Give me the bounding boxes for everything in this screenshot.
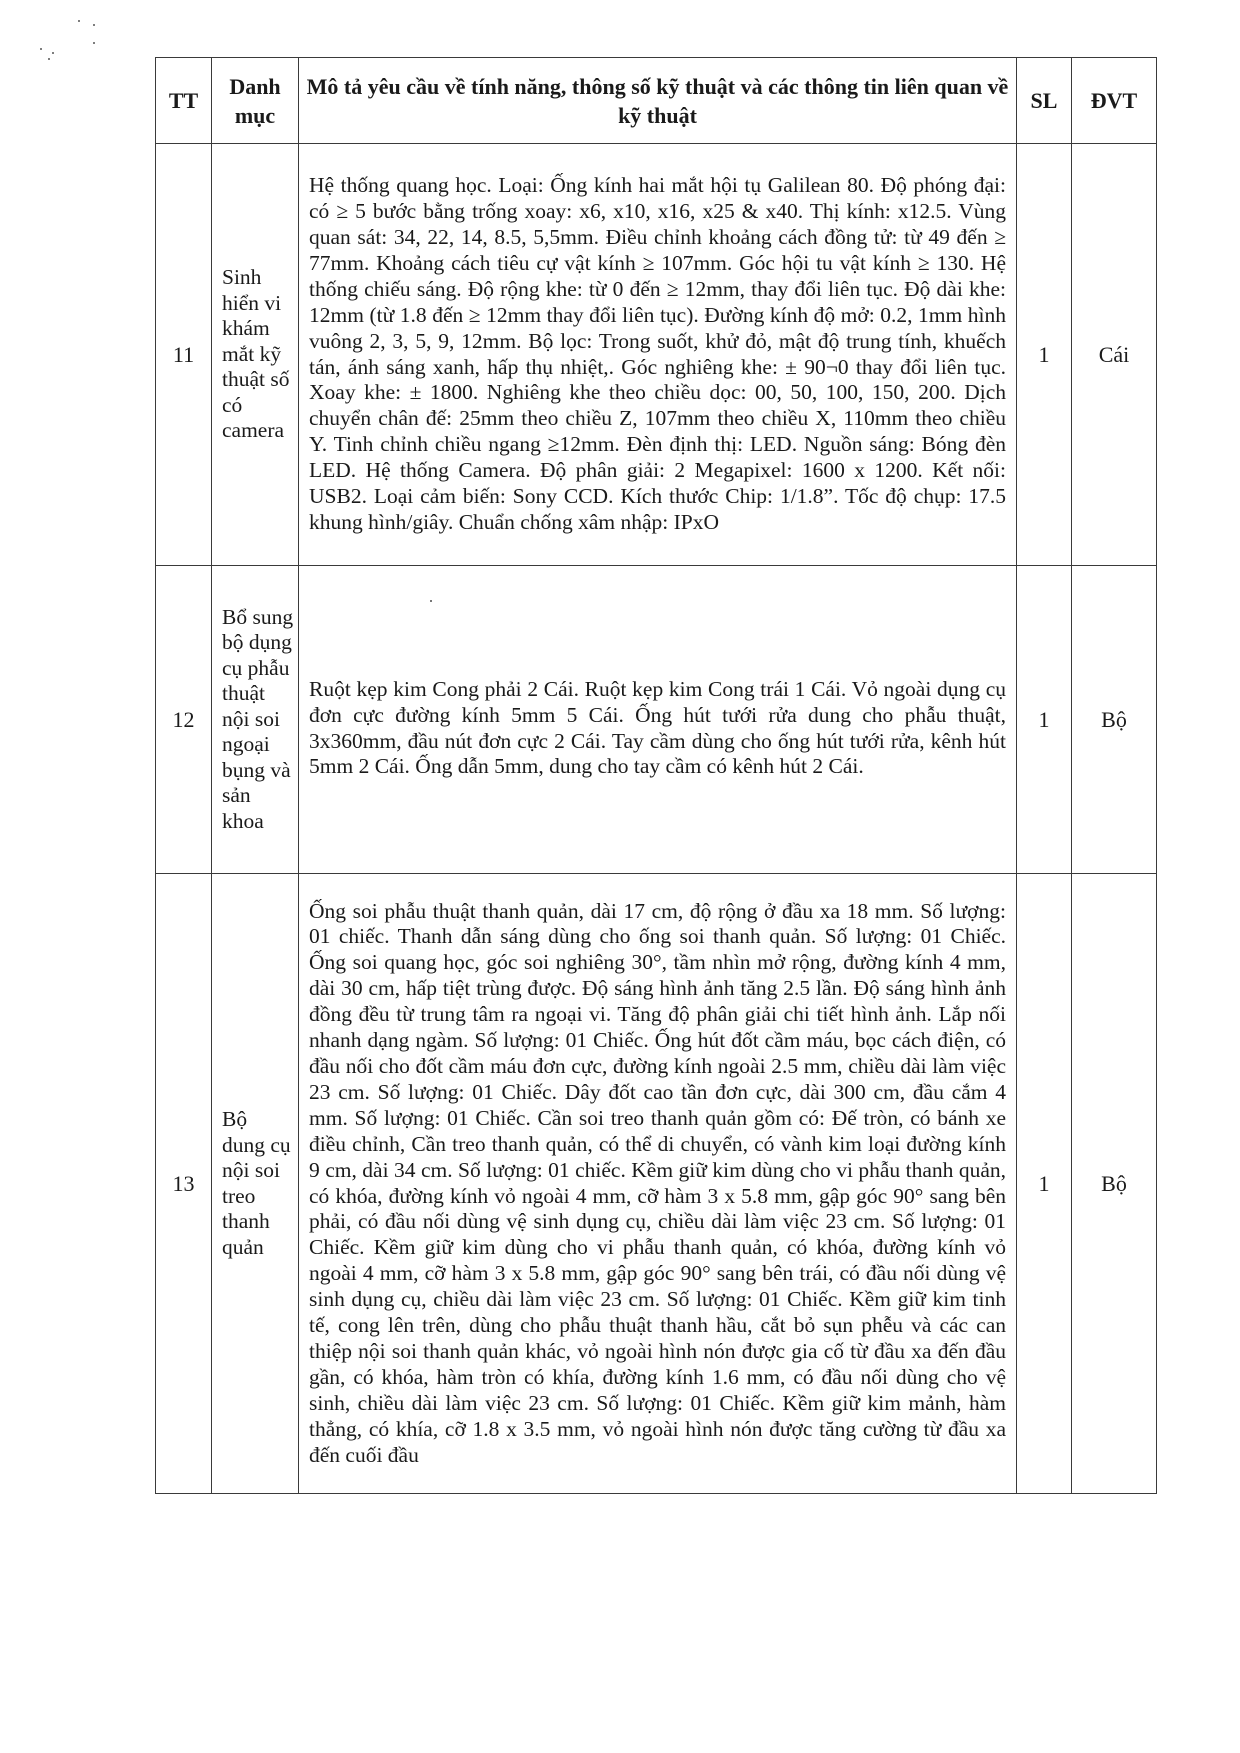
row-tt: 12 — [156, 566, 212, 874]
row-tt: 13 — [156, 874, 212, 1494]
row-unit: Bộ — [1072, 566, 1157, 874]
specification-table — [155, 57, 1157, 1494]
table-header-row — [156, 58, 1157, 144]
header-quantity: SL — [1017, 58, 1072, 144]
row-category: Bổ sung bộ dụng cụ phẫu thuật nội soi ngoại bụng và sản khoa — [212, 566, 299, 874]
table-row — [156, 144, 1157, 566]
header-tt: TT — [156, 58, 212, 144]
row-description: Hệ thống quang học. Loại: Ống kính hai mắt hội tụ Galilean 80. Độ phóng đại: có ≥ 5 bước bằng trống xoay: x6, x10, x16, x25 & x40. Thị kính: x12.5. Vùng quan sát: 34, 22, 14, 8.5, 5,5mm. Điều chỉnh khoảng cách đồng tử: từ 49 đến ≥ 77mm. Khoảng cách tiêu cự vật kính ≥ 107mm. Góc hội tu vật kính ≥ 130. Hệ thống chiếu sáng. Độ rộng khe: từ 0 đến ≥ 12mm, thay đổi liên tục. Độ dài khe: 12mm (từ 1.8 đến ≥ 12mm thay đổi liên tục). Đường kính độ mở: 0.2, 1mm hình vuông 2, 3, 5, 9, 12mm. Bộ lọc: Trong suốt, khử đỏ, mật độ trung tính, khuếch tán, ánh sáng xanh, hấp thụ nhiệt,. Góc nghiêng khe: ± 90¬0 thay đổi liên tục. Xoay khe: ± 1800. Nghiêng khe theo chiều dọc: 00, 50, 100, 150, 200. Dịch chuyển chân đế: 25mm theo chiều Z, 107mm theo chiều X, 110mm theo chiều Y. Tinh chỉnh chiều ngang ≥12mm. Đèn định thị: LED. Nguồn sáng: Bóng đèn LED. Hệ thống Camera. Độ phân giải: 2 Megapixel: 1600 x 1200. Kết nối: USB2. Loại cảm biến: Sony CCD. Kích thước Chip: 1/1.8”. Tốc độ chụp: 17.5 khung hình/giây. Chuẩn chống xâm nhập: IPxO — [299, 144, 1017, 566]
scan-specks — [38, 18, 108, 68]
row-quantity: 1 — [1017, 144, 1072, 566]
row-quantity: 1 — [1017, 566, 1072, 874]
row-unit: Cái — [1072, 144, 1157, 566]
row-category: Bộ dung cụ nội soi treo thanh quản — [212, 874, 299, 1494]
row-description: Ống soi phẫu thuật thanh quản, dài 17 cm, độ rộng ở đầu xa 18 mm. Số lượng: 01 chiếc. Thanh dẫn sáng dùng cho ống soi thanh quản. Số lượng: 01 Chiếc. Ống soi quang học, góc soi nghiêng 30°, tầm nhìn mở rộng, đường kính 4 mm, dài 30 cm, hấp tiệt trùng được. Độ sáng hình ảnh tăng 2.5 lần. Độ sáng hình ảnh đồng đều từ trung tâm ra ngoại vi. Tăng độ phân giải chi tiết hình ảnh. Lắp nối nhanh dạng ngàm. Số lượng: 01 Chiếc. Ống hút đốt cầm máu, bọc cách điện, có đầu nối cho đốt cầm máu đơn cực, đường kính ngoài 2.5 mm, chiều dài làm việc 23 cm. Số lượng: 01 Chiếc. Dây đốt cao tần đơn cực, dài 300 cm, đầu cắm 4 mm. Số lượng: 01 Chiếc. Cần soi treo thanh quản gồm có: Đế tròn, có bánh xe điều chỉnh, Cần treo thanh quản, có thể di chuyển, có vành kim loại đường kính 9 cm, dài 34 cm. Số lượng: 01 chiếc. Kềm giữ kim dùng cho vi phẫu thanh quản, có khóa, đường kính vỏ ngoài 4 mm, cỡ hàm 3 x 5.8 mm, gập góc 90° sang bên phải, có đầu nối dùng vệ sinh dụng cụ, chiều dài làm việc 23 cm. Số lượng: 01 Chiếc. Kềm giữ kim dùng cho vi phẫu thanh quản, có khóa, đường kính vỏ ngoài 4 mm, cỡ hàm 3 x 5.8 mm, gập góc 90° sang bên trái, có đầu nối dùng vệ sinh dụng cụ, chiều dài làm việc 23 cm. Số lượng: 01 Chiếc. Kềm giữ kim tinh tế, cong lên trên, dùng cho phẫu thuật thanh hầu, cắt bỏ sụn phễu và các can thiệp nội soi thanh quản khác, vỏ ngoài hình nón được gia cố từ đầu xa đến đầu gần, có khóa, hàm tròn có khía, đường kính 1.6 mm, có đầu nối dùng cho vệ sinh, chiều dài làm việc 23 cm. Số lượng: 01 Chiếc. Kềm giữ kim mảnh, hàm thẳng, có khía, cỡ 1.8 x 3.5 mm, vỏ ngoài hình nón được tăng cường từ đầu xa đến cuối đầu — [299, 874, 1017, 1494]
header-description: Mô tả yêu cầu về tính năng, thông số kỹ thuật và các thông tin liên quan về kỹ thuật — [299, 58, 1017, 144]
table-row — [156, 874, 1157, 1494]
header-unit: ĐVT — [1072, 58, 1157, 144]
header-category: Danh mục — [212, 58, 299, 144]
row-unit: Bộ — [1072, 874, 1157, 1494]
row-description: Ruột kẹp kim Cong phải 2 Cái. Ruột kẹp kim Cong trái 1 Cái. Vỏ ngoài dụng cụ đơn cực đường kính 5mm 5 Cái. Ống hút tưới rửa dung cho phẫu thuật, 3x360mm, đầu nút đơn cực 2 Cái. Tay cầm dùng cho ống hút tưới rửa, kênh hút 5mm 2 Cái. Ống dẫn 5mm, dung cho tay cầm có kênh hút 2 Cái. — [299, 566, 1017, 874]
table-row — [156, 566, 1157, 874]
row-category: Sinh hiển vi khám mắt kỹ thuật số có camera — [212, 144, 299, 566]
row-tt: 11 — [156, 144, 212, 566]
row-quantity: 1 — [1017, 874, 1072, 1494]
